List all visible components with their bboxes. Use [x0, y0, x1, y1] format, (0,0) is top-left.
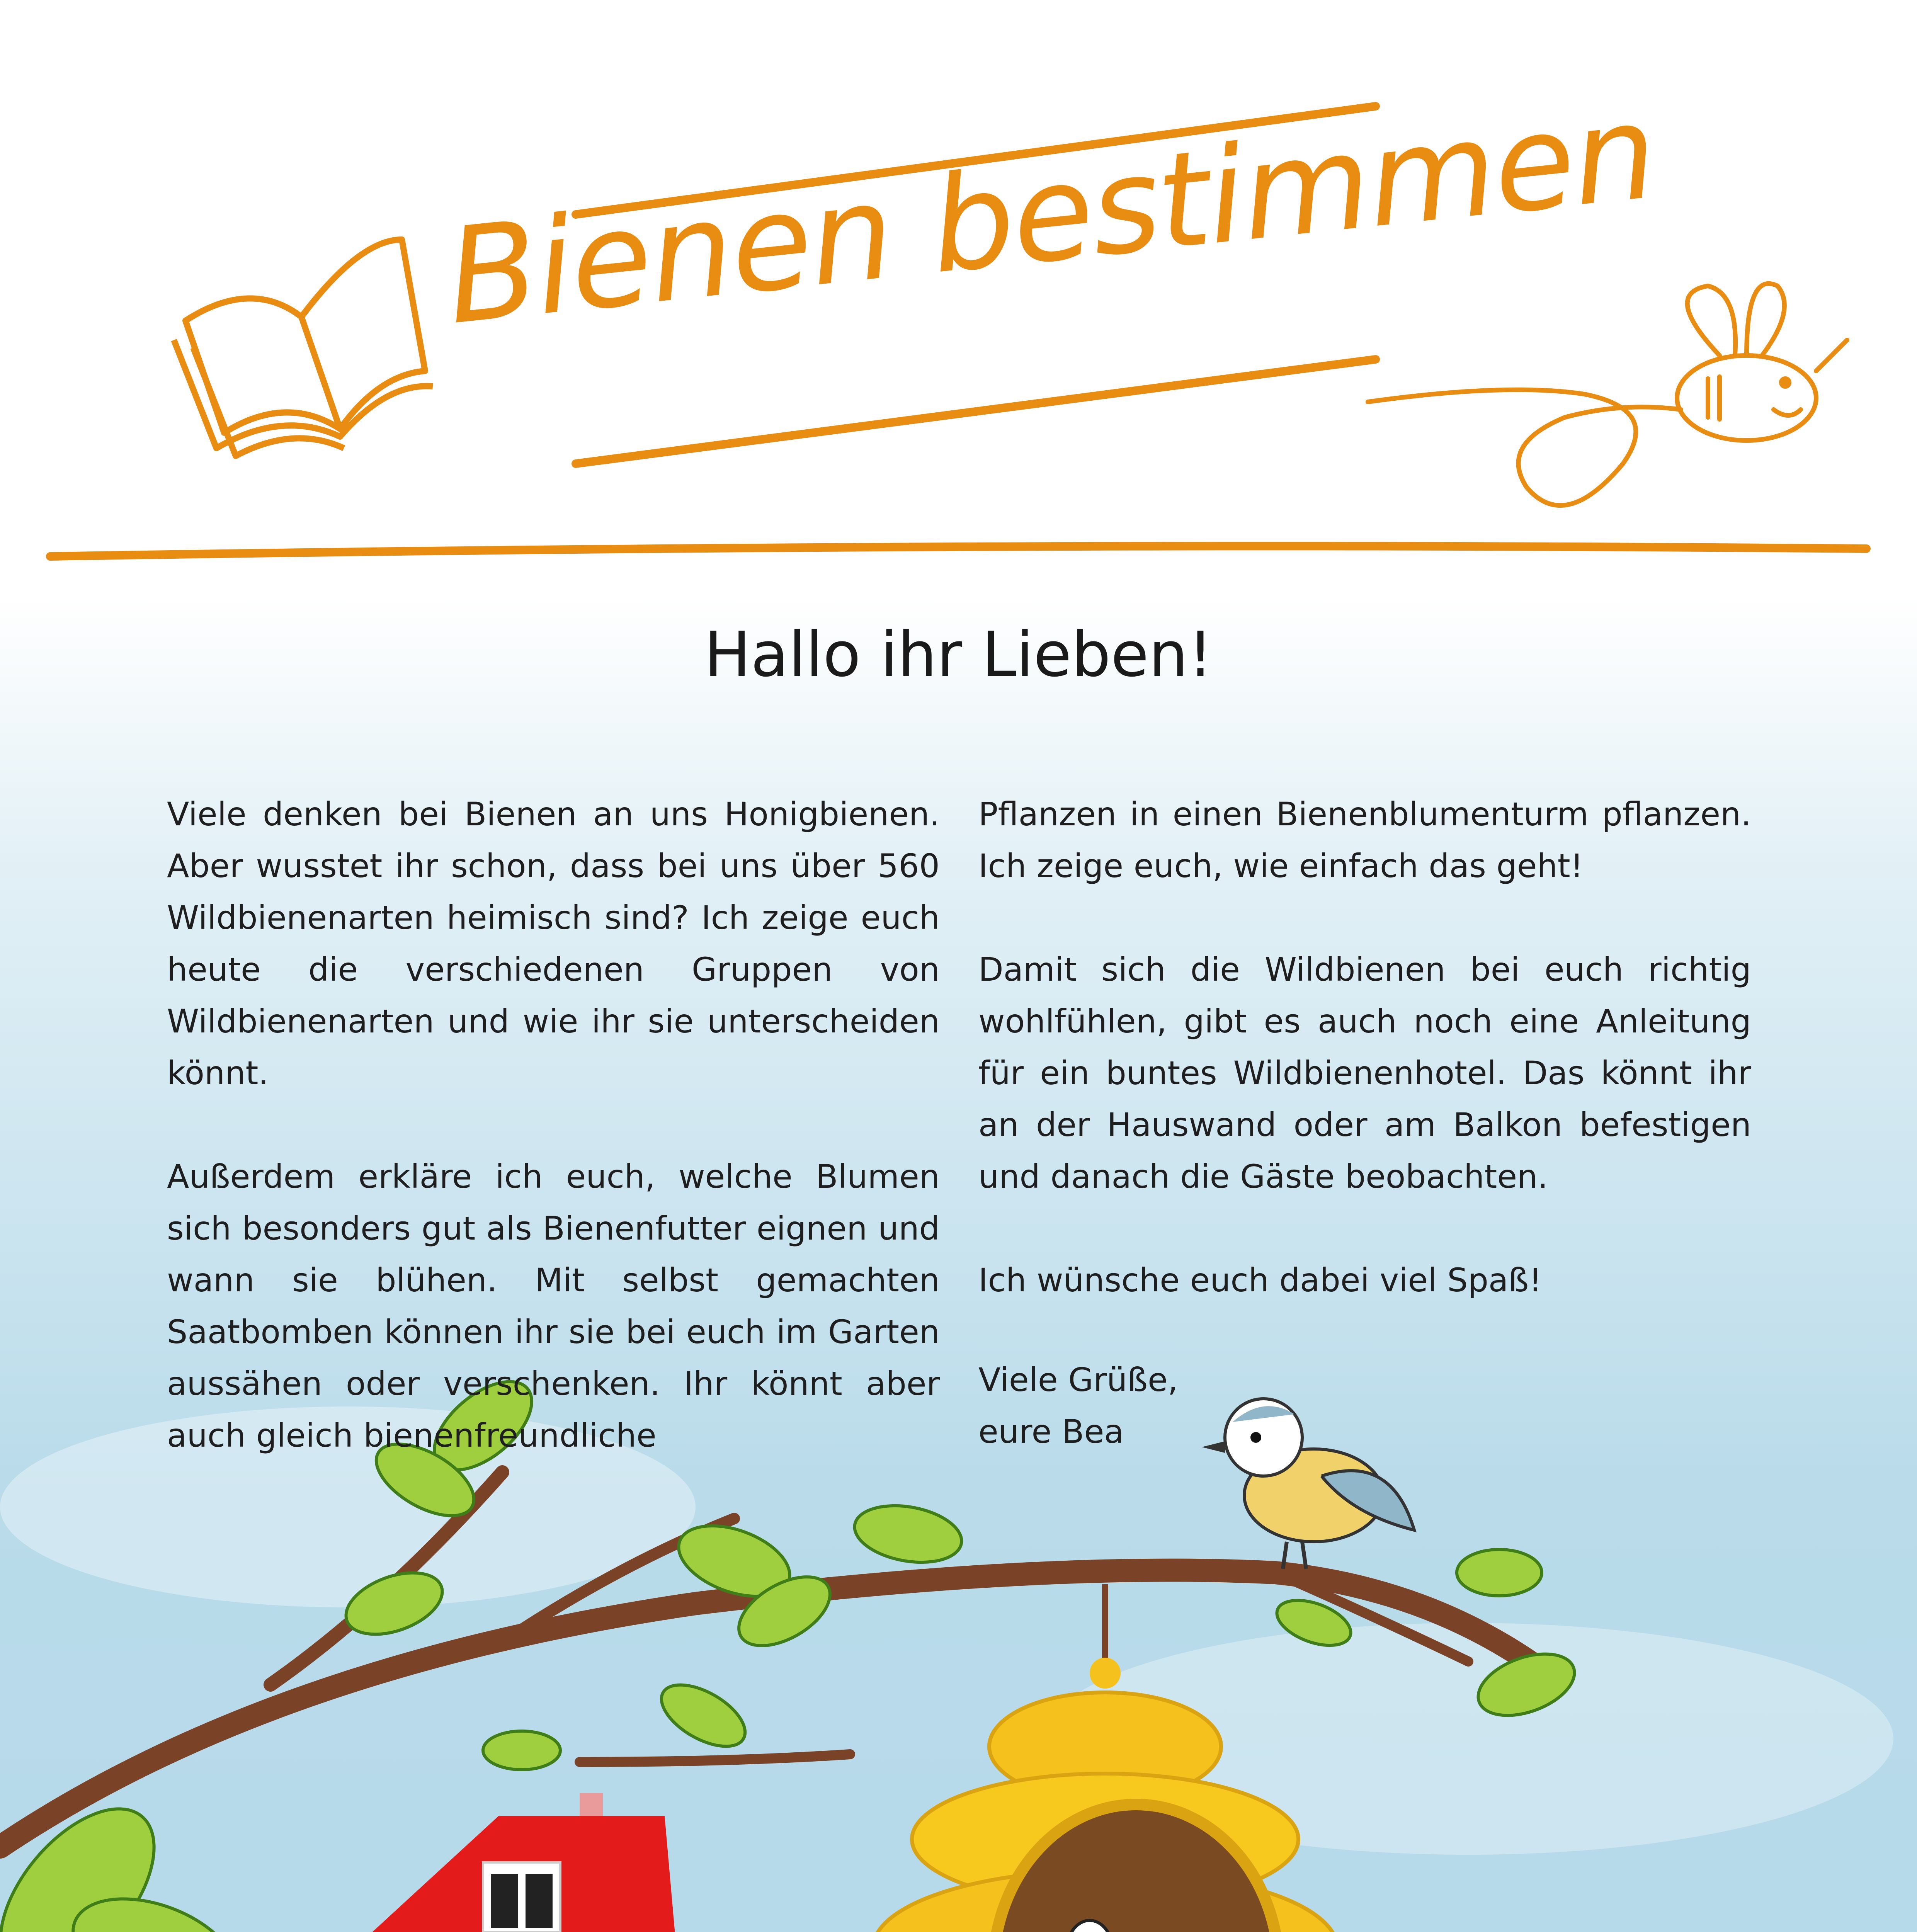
- letter-greeting: Hallo ihr Lieben!: [704, 618, 1213, 690]
- page-title: Bienen bestimmen: [440, 75, 1662, 354]
- letter-column-right: [978, 788, 1751, 1458]
- open-book-icon: [174, 240, 433, 456]
- beehive: [858, 1584, 1352, 1932]
- letter-closing: Viele Grüße,: [978, 1361, 1178, 1399]
- letter-column-left: [167, 788, 940, 1513]
- letter-paragraph: Außerdem erkläre ich euch, welche Blumen sich besonders gut als Bienenfutter eignen und wann sie blühen. Mit selbst gemachten Saatbomben können ihr sie bei euch im Garten aussähen oder verschenken. Ihr könnt aber auch gleich bienenfreundliche: [167, 1158, 940, 1454]
- letter-paragraph: Pflanzen in einen Bienenblumenturm pflanzen. Ich zeige euch, wie einfach das geht!: [978, 795, 1751, 885]
- letter-paragraph: Ich wünsche euch dabei viel Spaß!: [978, 1261, 1542, 1299]
- letter-paragraph: Viele denken bei Bienen an uns Honigbienen. Aber wusstet ihr schon, dass bei uns über 560 Wildbienenarten heimisch sind? Ich zeige euch heute die verschiedenen Gruppen von Wildbienenarten und wie ihr sie unterscheiden könnt.: [167, 795, 940, 1092]
- letter-paragraph: Damit sich die Wildbienen bei euch richtig wohlfühlen, gibt es auch noch eine Anleitung für ein buntes Wildbienenhotel. Das könnt ihr an der Hauswand oder am Balkon befestigen und danach die Gäste beobachten.: [978, 951, 1751, 1196]
- doodle-bee-icon: [1368, 284, 1847, 505]
- letter-signature: eure Bea: [978, 1413, 1124, 1451]
- house: [356, 1793, 676, 1932]
- letter-signoff: [978, 1354, 1751, 1458]
